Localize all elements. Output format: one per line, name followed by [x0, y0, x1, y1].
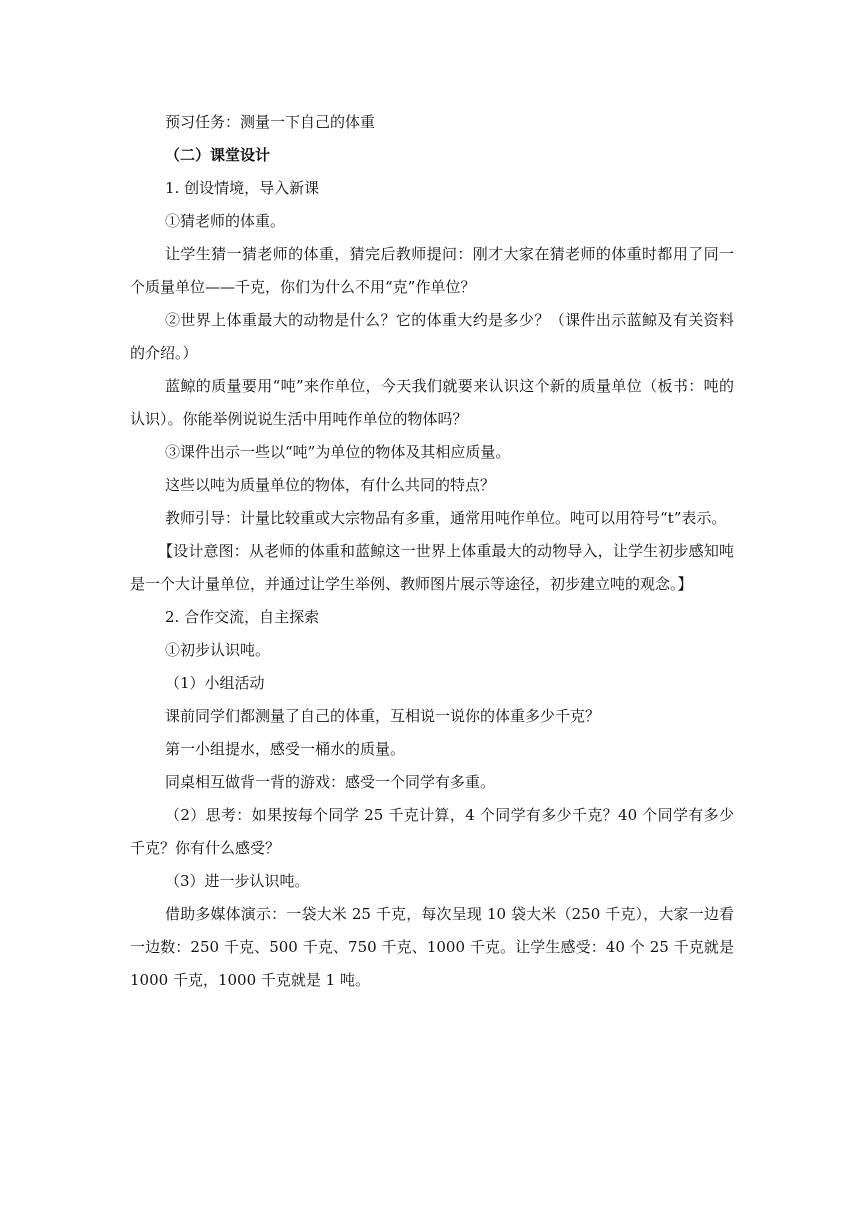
sub-item-think: （2）思考：如果按每个同学 25 千克计算，4 个同学有多少千克？40 个同学有多少千克？你有什么感受？: [130, 806, 734, 857]
paragraph-multimedia-demo: 借助多媒体演示：一袋大米 25 千克，每次呈现 10 袋大米（250 千克），大家一边看一边数：250 千克、500 千克、750 千克、1000 千克。让学生感受：40 个 25 千克就是 1000 千克，1000 千克就是 1 吨。: [130, 905, 734, 989]
sub-item-further-know-ton: （3）进一步认识吨。: [165, 872, 310, 890]
design-intent-note: 【设计意图：从老师的体重和蓝鲸这一世界上体重最大的动物导入，让学生初步感知吨是一个大计量单位，并通过让学生举例、教师图片展示等途径，初步建立吨的观念。】: [130, 542, 734, 593]
paragraph-blue-whale: 蓝鲸的质量要用“吨”来作单位，今天我们就要来认识这个新的质量单位（板书：吨的认识）。你能举例说说生活中用吨作单位的物体吗？: [130, 377, 734, 428]
preview-task: 预习任务：测量一下自己的体重: [165, 113, 376, 131]
item-guess-teacher-weight: ①猜老师的体重。: [165, 212, 286, 230]
document-body: [130, 106, 734, 997]
sub-item-group-activity: （1）小组活动: [165, 674, 265, 692]
paragraph-carry-water: 第一小组提水，感受一桶水的质量。: [165, 740, 406, 758]
item-courseware-tons: ③课件出示一些以“吨”为单位的物体及其相应质量。: [165, 443, 511, 461]
paragraph-common-features: 这些以吨为质量单位的物体，有什么共同的特点？: [165, 476, 496, 494]
paragraph-own-weight: 课前同学们都测量了自己的体重，互相说一说你的体重多少千克？: [165, 707, 601, 725]
step-2-heading: 2. 合作交流，自主探索: [165, 608, 320, 626]
paragraph-piggyback-game: 同桌相互做背一背的游戏：感受一个同学有多重。: [165, 773, 496, 791]
item-heaviest-animal: ②世界上体重最大的动物是什么？它的体重大约是多少？（课件出示蓝鲸及有关资料的介绍。）: [130, 311, 734, 362]
paragraph-teacher-guide: 教师引导：计量比较重或大宗物品有多重，通常用吨作单位。吨可以用符号“t”表示。: [165, 509, 727, 527]
section-heading-classroom-design: （二）课堂设计: [165, 146, 271, 164]
item-first-know-ton: ①初步认识吨。: [165, 641, 271, 659]
step-1-heading: 1. 创设情境，导入新课: [165, 179, 320, 197]
paragraph-guess-weight: 让学生猜一猜老师的体重，猜完后教师提问：刚才大家在猜老师的体重时都用了同一个质量单位——千克，你们为什么不用“克”作单位？: [130, 245, 734, 296]
